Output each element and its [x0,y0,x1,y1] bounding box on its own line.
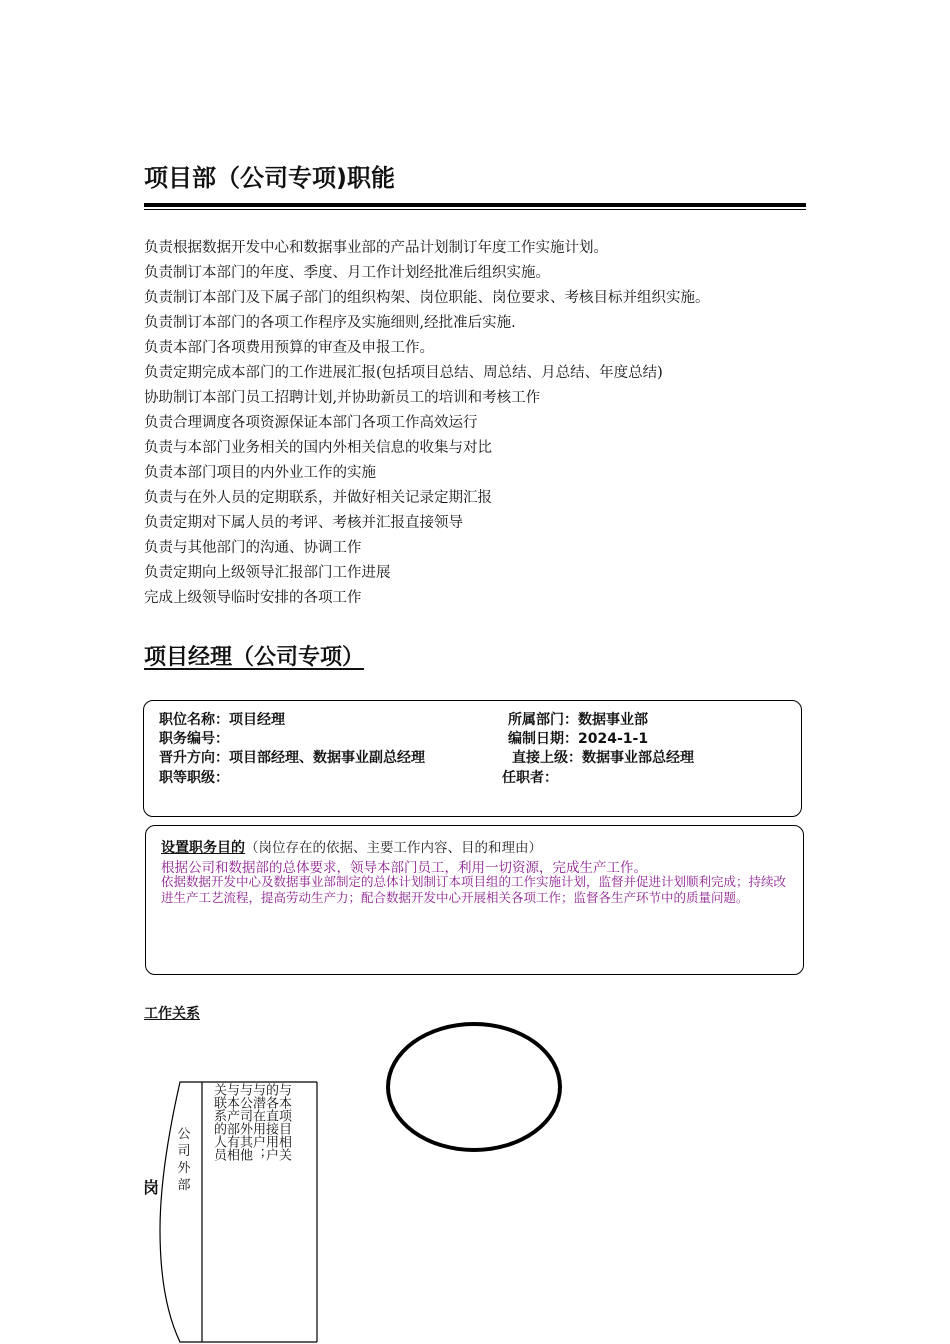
duty-item: 负责与在外人员的定期联系，并做好相关记录定期汇报 [144,490,492,506]
compile-date: 编制日期：2024-1-1 [508,731,649,747]
duty-item: 负责合理调度各项资源保证本部门各项工作高效运行 [144,415,478,431]
duty-item: 负责与其他部门的沟通、协调工作 [144,540,362,556]
department: 所属部门：数据事业部 [508,712,648,728]
purpose-heading-line [161,836,542,857]
duty-item: 完成上级领导临时安排的各项工作 [144,590,362,606]
work-relations-title: 工作关系 [144,1006,200,1022]
purpose-heading: 设置职务目的 [161,840,245,856]
duty-item: 负责制订本部门的年度、季度、月工作计划经批准后组织实施。 [144,265,550,281]
job-grade: 职等职级： [159,770,229,786]
side-label: 岗 [143,1178,160,1197]
purpose-line-2: 依据数据开发中心及数据事业部制定的总体计划制订本项目组的工作实施计划，监督并促进计划顺利完成；持续改进生产工艺流程，提高劳动生产力；配合数据开发中心开展相关各项工作；监督各生产环节中的质量问题。 [161,874,787,905]
purpose-note: （岗位存在的依据、主要工作内容、目的和理由） [245,840,542,856]
direct-superior: 直接上级：数据事业部总经理 [512,750,694,766]
job-number: 职务编号： [159,731,229,747]
duty-item: 负责与本部门业务相关的国内外相关信息的收集与对比 [144,440,492,456]
title-rule-thick [144,203,806,207]
external-bracket [160,1082,202,1342]
section-title-project-manager: 项目经理（公司专项） [144,645,365,670]
duty-item: 负责定期向上级领导汇报部门工作进展 [144,565,391,581]
duty-item: 负责制订本部门及下属子部门的组织构架、岗位职能、岗位要求、考核目标并组织实施。 [144,290,710,306]
section-title-department-functions: 项目部（公司专项)职能 [144,164,395,192]
duty-item: 负责定期对下属人员的考评、考核并汇报直接领导 [144,515,463,531]
external-label: 公司外部 [177,1127,191,1193]
position-name: 职位名称：项目经理 [159,712,285,728]
duty-item: 协助制订本部门员工招聘计划,并协助新员工的培训和考核工作 [144,390,541,406]
external-description: 与本项目相关的各直接用户与潜在用户；与公司外其他与本产部有相关联系的人员 [211,1083,291,1161]
duties-list [144,236,834,611]
job-holder: 任职者： [502,770,558,786]
duty-item: 负责本部门项目的内外业工作的实施 [144,465,376,481]
title-rule-thin [144,209,806,210]
purpose-line-1: 根据公司和数据部的总体要求，领导本部门员工，利用一切资源，完成生产工作。 [161,860,647,876]
duty-item: 负责制订本部门的各项工作程序及实施细则,经批准后实施. [144,315,516,331]
duty-item: 负责根据数据开发中心和数据事业部的产品计划制订年度工作实施计划。 [144,240,608,256]
duty-item: 负责定期完成本部门的工作进展汇报(包括项目总结、周总结、月总结、年度总结) [144,365,663,381]
promotion-direction: 晋升方向：项目部经理、数据事业副总经理 [159,750,425,766]
center-oval [386,1022,562,1152]
duty-item: 负责本部门各项费用预算的审查及申报工作。 [144,340,434,356]
